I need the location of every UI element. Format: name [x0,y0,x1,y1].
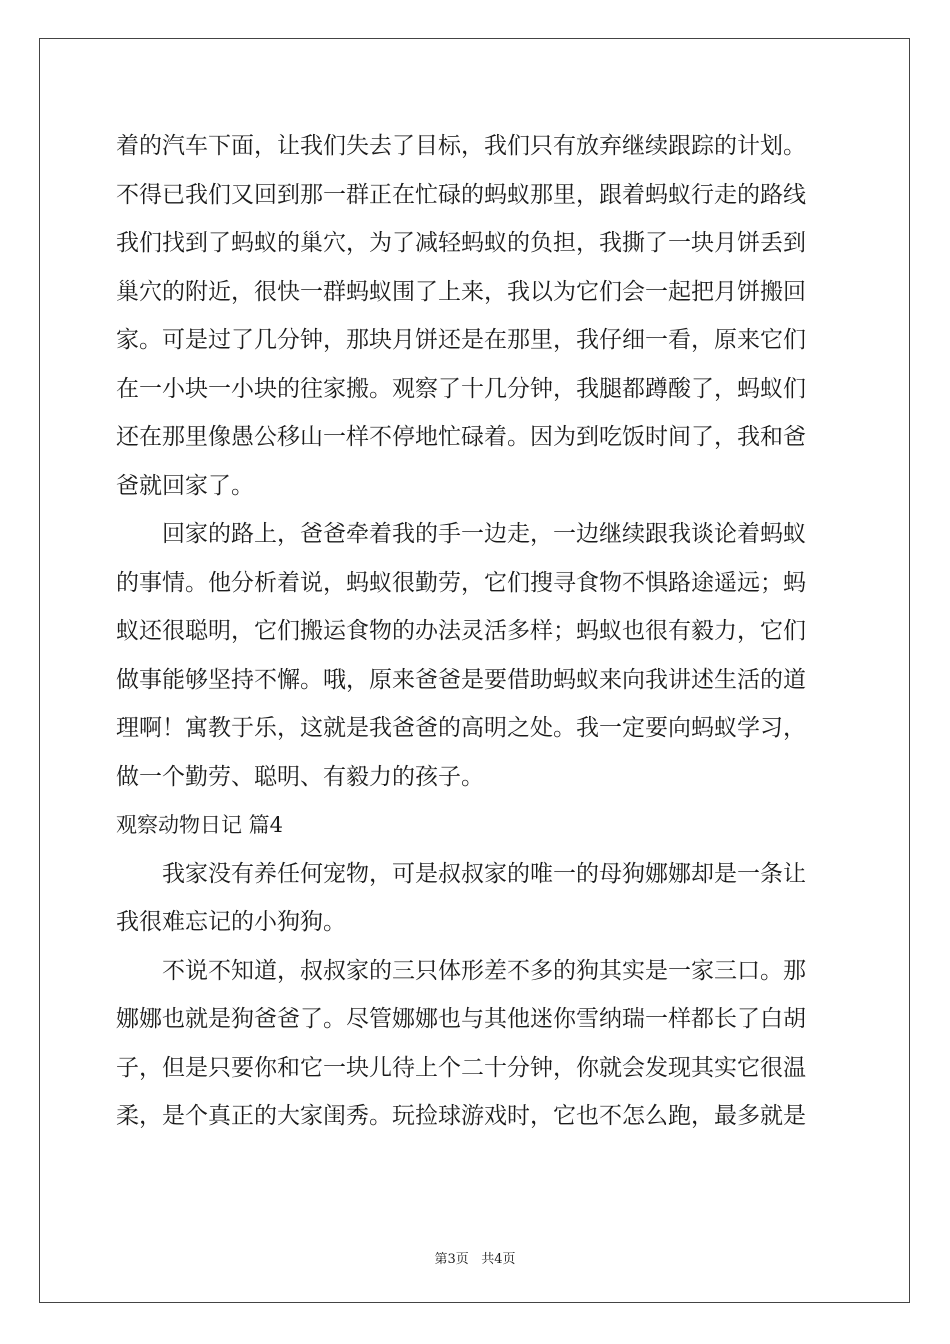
paragraph [116,126,836,514]
paragraph [116,951,836,1145]
text-line: 做一个勤劳、聪明、有毅力的孩子。 [116,763,484,790]
text-line: 我很难忘记的小狗狗。 [116,909,346,935]
text-line: 我家没有养任何宠物，可是叔叔家的唯一的母狗娜娜却是一条让 [162,860,806,887]
text-line: 不得已我们又回到那一群正在忙碌的蚂蚁那里，跟着蚂蚁行走的路线 [116,181,806,208]
section-heading [116,805,836,854]
text-line: 在一小块一小块的往家搬。观察了十几分钟，我腿都蹲酸了，蚂蚁们 [116,375,806,402]
text-line: 不说不知道，叔叔家的三只体形差不多的狗其实是一家三口。那 [162,957,806,984]
text-line: 家。可是过了几分钟，那块月饼还是在那里，我仔细一看，原来它们 [116,327,806,353]
heading-text: 观察动物日记 篇4 [116,813,284,837]
document-body [116,126,836,1145]
text-line: 巢穴的附近，很快一群蚂蚁围了上来，我以为它们会一起把月饼搬回 [116,278,806,305]
paragraph [116,514,836,805]
text-line: 理啊！寓教于乐，这就是我爸爸的高明之处。我一定要向蚂蚁学习， [116,715,806,741]
text-line: 蚁还很聪明，它们搬运食物的办法灵活多样；蚂蚁也很有毅力，它们 [116,618,806,644]
text-line: 做事能够坚持不懈。哦，原来爸爸是要借助蚂蚁来向我讲述生活的道 [116,666,806,693]
text-line: 我们找到了蚂蚁的巢穴，为了减轻蚂蚁的负担，我撕了一块月饼丢到 [116,230,806,256]
page-footer [0,1248,950,1267]
paragraph [116,854,836,951]
text-line: 柔，是个真正的大家闺秀。玩捡球游戏时，它也不怎么跑，最多就是 [116,1103,806,1129]
text-line: 着的汽车下面，让我们失去了目标，我们只有放弃继续跟踪的计划。 [116,133,806,159]
text-line: 娜娜也就是狗爸爸了。尽管娜娜也与其他迷你雪纳瑞一样都长了白胡 [116,1006,806,1032]
page-number: 第3页 [434,1252,469,1267]
text-line: 的事情。他分析着说，蚂蚁很勤劳，它们搜寻食物不惧路途遥远；蚂 [116,569,806,596]
text-line: 子，但是只要你和它一块儿待上个二十分钟，你就会发现其实它很温 [116,1054,806,1081]
text-line: 回家的路上，爸爸牵着我的手一边走，一边继续跟我谈论着蚂蚁 [162,521,806,547]
text-line: 还在那里像愚公移山一样不停地忙碌着。因为到吃饭时间了，我和爸 [116,424,806,450]
page-total: 共4页 [481,1252,516,1267]
text-line: 爸就回家了。 [116,472,254,499]
